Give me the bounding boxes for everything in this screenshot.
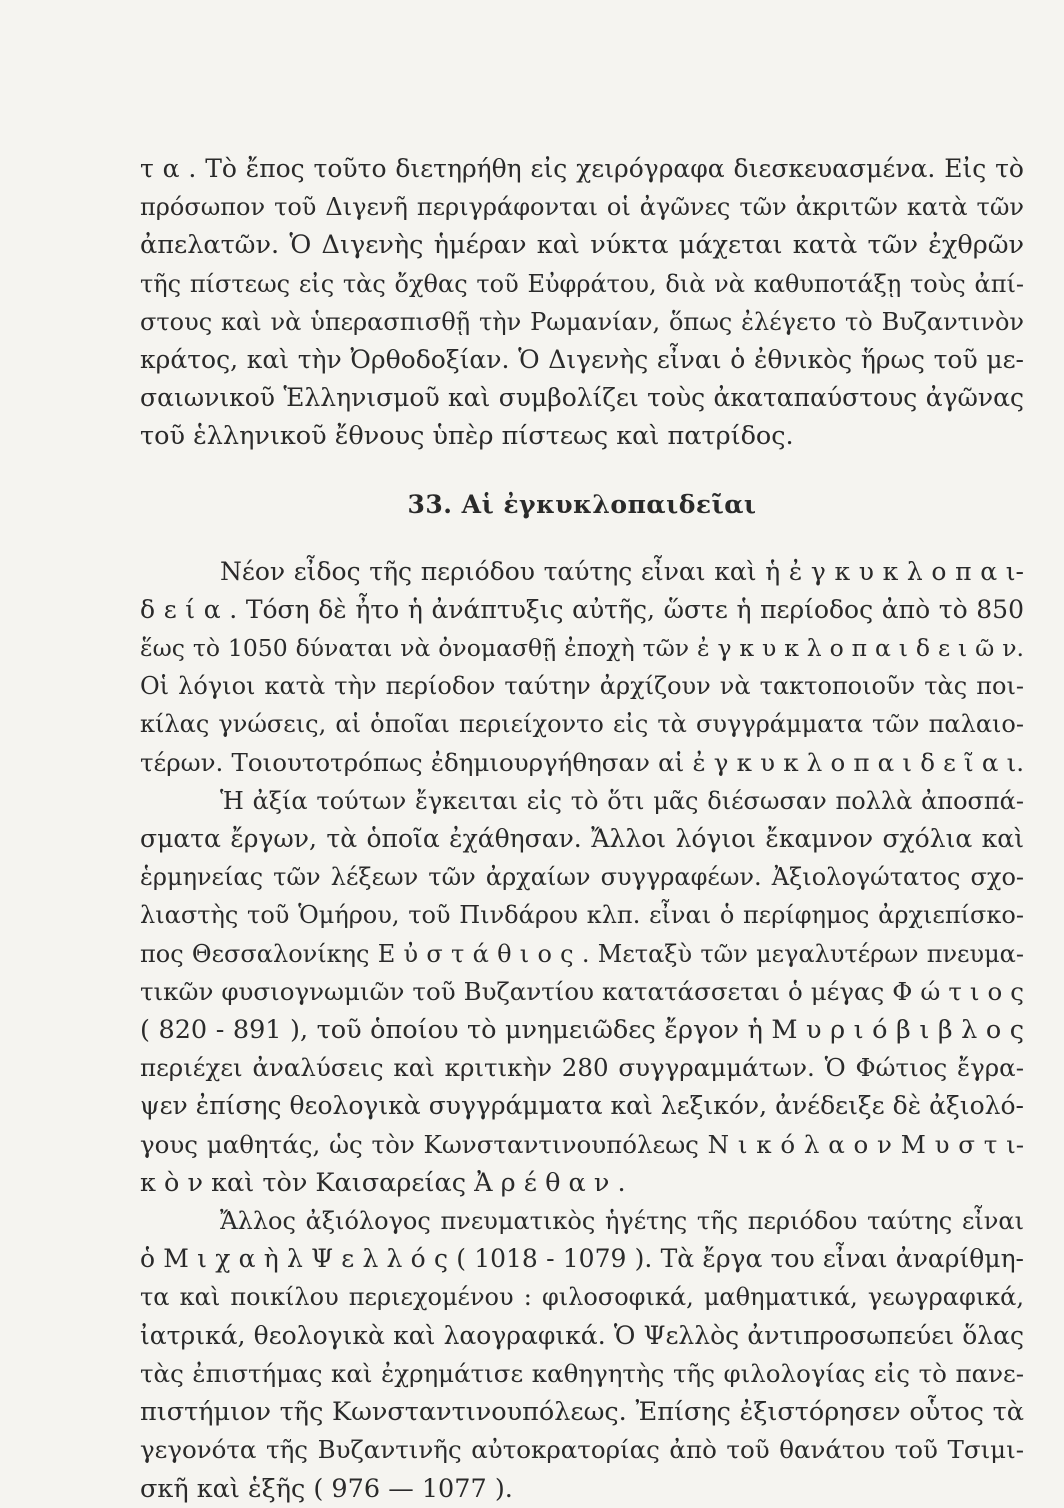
section-heading: 33. Αἱ ἐγκυκλοπαιδεῖαι <box>407 489 757 519</box>
text-line: κίλας γνώσεις, αἱ ὁποῖαι περιείχοντο εἰς τὰ συγγράμματα τῶν παλαιο- <box>140 710 1024 739</box>
paragraph-psellos <box>140 1202 1024 1508</box>
paragraph-digenis <box>140 150 1024 456</box>
text-line: τοῦ ἑλληνικοῦ ἔθνους ὑπὲρ πίστεως καὶ πατρίδος. <box>140 421 794 452</box>
text-line: γους μαθητάς, ὡς τὸν Κωνσταντινουπόλεως Ν ι κ ό λ α ο ν Μ υ σ τ ι- <box>140 1129 1024 1159</box>
text-line: τέρων. Τοιουτοτρόπως ἐδημιουργήθησαν αἱ ἐ γ κ υ κ λ ο π α ι δ ε ῖ α ι. <box>140 747 1024 777</box>
text-line: στους καὶ νὰ ὑπερασπισθῇ τὴν Ρωμανίαν, ὅπως ἐλέγετο τὸ Βυζαντινὸν <box>140 307 1024 336</box>
text-line: γεγονότα τῆς Βυζαντινῆς αὐτοκρατορίας ἀπὸ τοῦ θανάτου τοῦ Τσιμι- <box>140 1435 1024 1465</box>
text-line: ἰατρικά, θεολογικὰ καὶ λαογραφικά. Ὁ Ψελλὸς ἀντιπροσωπεύει ὅλας <box>140 1320 1024 1350</box>
text-line: ἀπελατῶν. Ὁ Διγενὴς ἡμέραν καὶ νύκτα μάχεται κατὰ τῶν ἐχθρῶν <box>140 230 1024 261</box>
text-line: σαιωνικοῦ Ἑλληνισμοῦ καὶ συμβολίζει τοὺς ἀκαταπαύστους ἀγῶνας <box>140 383 1024 413</box>
text-line: σματα ἔργων, τὰ ὁποῖα ἐχάθησαν. Ἄλλοι λόγιοι ἔκαμνον σχόλια καὶ <box>140 824 1024 854</box>
text-line: πιστήμιον τῆς Κωνσταντινουπόλεως. Ἐπίσης ἐξιστόρησεν οὗτος τὰ <box>140 1397 1024 1428</box>
text-line: δ ε ί α . Τόση δὲ ἦτο ἡ ἀνάπτυξις αὐτῆς, ὥστε ἡ περίοδος ἀπὸ τὸ 850 <box>140 594 1024 624</box>
text-line: Οἱ λόγιοι κατὰ τὴν περίοδον ταύτην ἀρχίζουν νὰ τακτοποιοῦν τὰς ποι- <box>140 672 1024 701</box>
text-line: ὁ Μ ι χ α ὴ λ Ψ ε λ λ ό ς ( 1018 - 1079 ). Τὰ ἔργα του εἶναι ἀναρίθμη- <box>140 1244 1024 1274</box>
text-line: κράτος, καὶ τὴν Ὀρθοδοξίαν. Ὁ Διγενὴς εἶναι ὁ ἐθνικὸς ἥρως τοῦ με- <box>140 345 1024 375</box>
text-line: τῆς πίστεως εἰς τὰς ὄχθας τοῦ Εὐφράτου, διὰ νὰ καθυποτάξῃ τοὺς ἀπί- <box>140 269 1024 298</box>
text-line: ( 820 - 891 ), τοῦ ὁποίου τὸ μνημειῶδες ἔργον ἡ Μ υ ρ ι ό β ι β λ ο ς <box>140 1015 1024 1046</box>
text-line: ἕως τὸ 1050 δύναται νὰ ὀνομασθῇ ἐποχὴ τῶν ἐ γ κ υ κ λ ο π α ι δ ε ι ῶ ν. <box>140 634 1024 663</box>
text-line: τα καὶ ποικίλου περιεχομένου : φιλοσοφικά, μαθηματικά, γεωγραφικά, <box>140 1283 1024 1312</box>
text-line: λιαστὴς τοῦ Ὁμήρου, τοῦ Πινδάρου κλπ. εἶναι ὁ περίφημος ἀρχιεπίσκο- <box>140 901 1024 930</box>
text-line: πρόσωπον τοῦ Διγενῆ περιγράφονται οἱ ἀγῶνες τῶν ἀκριτῶν κατὰ τῶν <box>140 193 1024 222</box>
text-line: κ ὸ ν καὶ τὸν Καισαρείας Ἀ ρ έ θ α ν . <box>140 1167 626 1198</box>
text-line: περιέχει ἀναλύσεις καὶ κριτικὴν 280 συγγραμμάτων. Ὁ Φώτιος ἔγρα- <box>140 1053 1024 1083</box>
paragraph-encyclopedias <box>140 553 1024 1202</box>
text-line: Ἡ ἀξία τούτων ἔγκειται εἰς τὸ ὅτι μᾶς διέσωσαν πολλὰ ἀποσπά- <box>220 786 1024 815</box>
text-line: τικῶν φυσιογνωμιῶν τοῦ Βυζαντίου κατατάσσεται ὁ μέγας Φ ώ τ ι ο ς <box>140 976 1024 1006</box>
text-line: ἑρμηνείας τῶν λέξεων τῶν ἀρχαίων συγγραφέων. Ἀξιολογώτατος σχο- <box>140 863 1024 892</box>
text-line: πος Θεσσαλονίκης Ε ὐ σ τ ά θ ι ο ς . Μεταξὺ τῶν μεγαλυτέρων πνευμα- <box>140 939 1024 968</box>
text-line: Ἄλλος ἀξιόλογος πνευματικὸς ἡγέτης τῆς περιόδου ταύτης εἶναι <box>220 1207 1024 1236</box>
text-line: τ α . Τὸ ἔπος τοῦτο διετηρήθη εἰς χειρόγραφα διεσκευασμένα. Εἰς τὸ <box>140 154 1024 183</box>
text-line: ψεν ἐπίσης θεολογικὰ συγγράμματα καὶ λεξικόν, ἀνέδειξε δὲ ἀξιολό- <box>140 1091 1024 1121</box>
text-line: Νέον εἶδος τῆς περιόδου ταύτης εἶναι καὶ ἡ ἐ γ κ υ κ λ ο π α ι- <box>220 556 1024 586</box>
text-line: τὰς ἐπιστήμας καὶ ἐχρημάτισε καθηγητὴς τῆς φιλολογίας εἰς τὸ πανε- <box>140 1358 1024 1388</box>
text-line: σκῆ καὶ ἑξῆς ( 976 — 1077 ). <box>140 1473 513 1504</box>
